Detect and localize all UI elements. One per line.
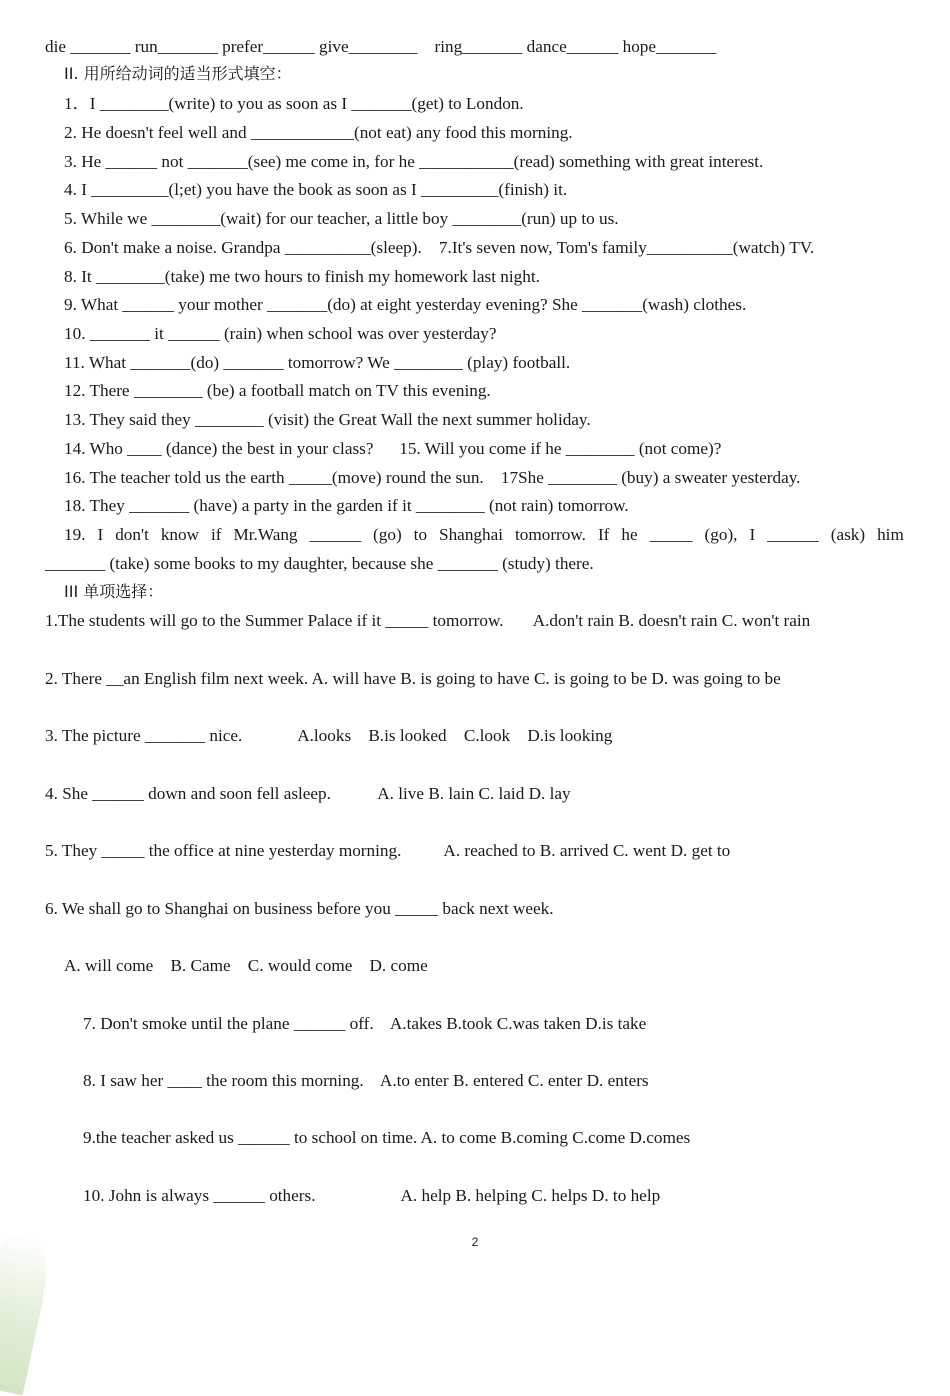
fill-blank-item-19-line-1 bbox=[64, 524, 904, 546]
choice-item-6-options: A. will come B. Came C. would come D. come bbox=[64, 956, 428, 975]
verb-list-line: die _______ run_______ prefer______ give________ ring_______ dance______ hope_______ bbox=[45, 37, 717, 56]
fill-blank-item-3: 3. He ______ not _______(see) me come in, for he ___________(read) something with great interest. bbox=[64, 152, 764, 171]
item-19-word: (ask) bbox=[830, 525, 866, 544]
item-19-word: I bbox=[749, 525, 756, 544]
choice-item-8: 8. I saw her ____ the room this morning. A.to enter B. entered C. enter D. enters bbox=[83, 1071, 649, 1090]
item-19-word: (go), bbox=[704, 525, 738, 544]
choice-item-3: 3. The picture _______ nice. A.looks B.is looked C.look D.is looking bbox=[45, 726, 613, 745]
choice-item-10: 10. John is always ______ others. A. help B. helping C. helps D. to help bbox=[83, 1186, 661, 1205]
choice-item-9: 9.the teacher asked us ______ to school on time. A. to come B.coming C.come D.comes bbox=[83, 1128, 691, 1147]
fill-blank-item-2: 2. He doesn't feel well and ____________(not eat) any food this morning. bbox=[64, 123, 573, 142]
item-19-word: Shanghai bbox=[439, 525, 503, 544]
item-19-word: 19. bbox=[64, 525, 86, 544]
item-19-word: if bbox=[211, 525, 222, 544]
fill-blank-item-19-line-2: _______ (take) some books to my daughter, because she _______ (study) there. bbox=[45, 554, 594, 573]
fill-blank-item-12: 12. There ________ (be) a football match on TV this evening. bbox=[64, 381, 491, 400]
fill-blank-item-1: 1．I ________(write) to you as soon as I _______(get) to London. bbox=[64, 94, 524, 113]
choice-item-2: 2. There __an English film next week. A. will have B. is going to have C. is going to be D. was going to be bbox=[45, 669, 781, 688]
item-19-word: tomorrow. bbox=[514, 525, 586, 544]
fill-blank-item-16-17: 16. The teacher told us the earth _____(move) round the sun. 17She ________ (buy) a sweater yesterday. bbox=[64, 468, 801, 487]
fill-blank-item-8: 8. It ________(take) me two hours to finish my homework last night. bbox=[64, 267, 540, 286]
decorative-leaf bbox=[0, 1224, 56, 1395]
fill-blank-item-6-7: 6. Don't make a noise. Grandpa __________(sleep). 7.It's seven now, Tom's family__________(watch) TV. bbox=[64, 238, 815, 257]
item-19-word: (go) bbox=[373, 525, 402, 544]
item-19-word: ______ bbox=[309, 525, 362, 544]
fill-blank-item-9: 9. What ______ your mother _______(do) at eight yesterday evening? She _______(wash) clothes. bbox=[64, 295, 747, 314]
choice-item-5: 5. They _____ the office at nine yesterday morning. A. reached to B. arrived C. went D. get to bbox=[45, 841, 731, 860]
item-19-word: _____ bbox=[649, 525, 693, 544]
fill-blank-item-18: 18. They _______ (have) a party in the garden if it ________ (not rain) tomorrow. bbox=[64, 496, 629, 515]
item-19-word: If bbox=[597, 525, 610, 544]
choice-item-6: 6. We shall go to Shanghai on business before you _____ back next week. bbox=[45, 899, 554, 918]
item-19-word: to bbox=[413, 525, 428, 544]
fill-blank-item-11: 11. What _______(do) _______ tomorrow? We ________ (play) football. bbox=[64, 353, 571, 372]
fill-blank-item-14-15: 14. Who ____ (dance) the best in your class? 15. Will you come if he ________ (not come)? bbox=[64, 439, 722, 458]
item-19-word: Mr.Wang bbox=[233, 525, 298, 544]
item-19-word: know bbox=[160, 525, 200, 544]
item-19-word: don't bbox=[115, 525, 149, 544]
item-19-word: I bbox=[97, 525, 104, 544]
choice-item-4: 4. She ______ down and soon fell asleep. A. live B. lain C. laid D. lay bbox=[45, 784, 571, 803]
fill-blank-item-4: 4. I _________(l;et) you have the book as soon as I _________(finish) it. bbox=[64, 180, 568, 199]
item-19-word: ______ bbox=[767, 525, 819, 544]
fill-blank-item-5: 5. While we ________(wait) for our teacher, a little boy ________(run) up to us. bbox=[64, 209, 619, 228]
choice-item-1: 1.The students will go to the Summer Palace if it _____ tomorrow. A.don't rain B. doesn't rain C. won't rain bbox=[45, 611, 811, 630]
fill-blank-item-10: 10. _______ it ______ (rain) when school was over yesterday? bbox=[64, 324, 497, 343]
fill-blank-item-13: 13. They said they ________ (visit) the Great Wall the next summer holiday. bbox=[64, 410, 591, 429]
item-19-word: he bbox=[621, 525, 638, 544]
page-number: 2 bbox=[471, 1235, 479, 1249]
section-2-heading: II. 用所给动词的适当形式填空： bbox=[64, 64, 292, 83]
section-3-heading: III 单项选择： bbox=[64, 582, 164, 601]
choice-item-7: 7. Don't smoke until the plane ______ off. A.takes B.took C.was taken D.is take bbox=[83, 1014, 647, 1033]
item-19-word: him bbox=[877, 525, 904, 544]
